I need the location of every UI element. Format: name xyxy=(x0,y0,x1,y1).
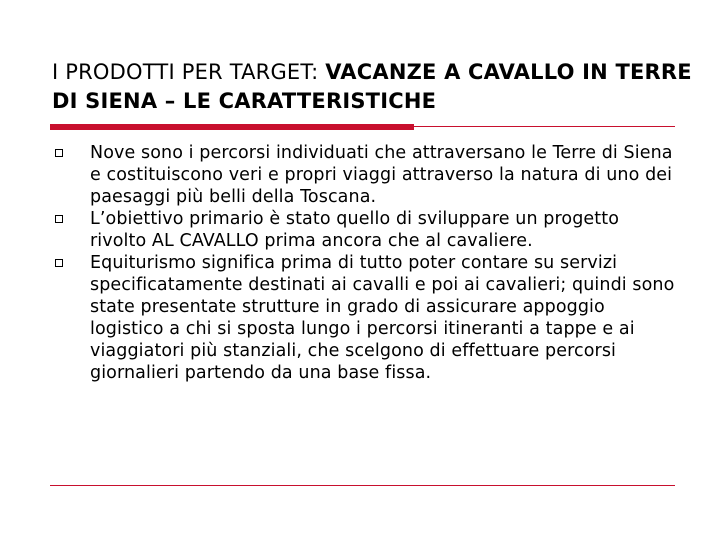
square-bullet-icon xyxy=(55,149,63,157)
bullet-item xyxy=(50,208,680,252)
bullet-item xyxy=(50,142,680,208)
bullet-text: L’obiettivo primario è stato quello di sviluppare un progetto rivolto AL CAVALLO prima ancora che al cavaliere. xyxy=(90,209,620,251)
title-underline-thick xyxy=(50,124,414,130)
slide-title xyxy=(52,58,692,116)
bullet-text: Nove sono i percorsi individuati che attraversano le Terre di Siena e costituiscono veri e propri viaggi attraverso la natura di uno dei paesaggi più belli della Toscana. xyxy=(90,143,673,207)
square-bullet-icon xyxy=(55,259,63,267)
footer-rule xyxy=(50,485,675,486)
bullet-text: Equiturismo significa prima di tutto poter contare su servizi specificatamente destinati ai cavalli e poi ai cavalieri; quindi sono state presentate strutture in grado di assicurare appoggio logistico a chi si sposta lungo i percorsi itineranti a tappe e ai viaggiatori più stanziali, che scelgono di effettuare percorsi giornalieri partendo da una base fissa. xyxy=(90,253,675,383)
bullet-item xyxy=(50,252,680,384)
title-bold: VACANZE A CAVALLO IN TERRE DI SIENA – LE CARATTERISTICHE xyxy=(52,60,692,113)
title-underline-thin xyxy=(414,126,675,127)
square-bullet-icon xyxy=(55,215,63,223)
bullet-list xyxy=(50,142,680,384)
title-prefix: I PRODOTTI PER TARGET: xyxy=(52,60,326,84)
